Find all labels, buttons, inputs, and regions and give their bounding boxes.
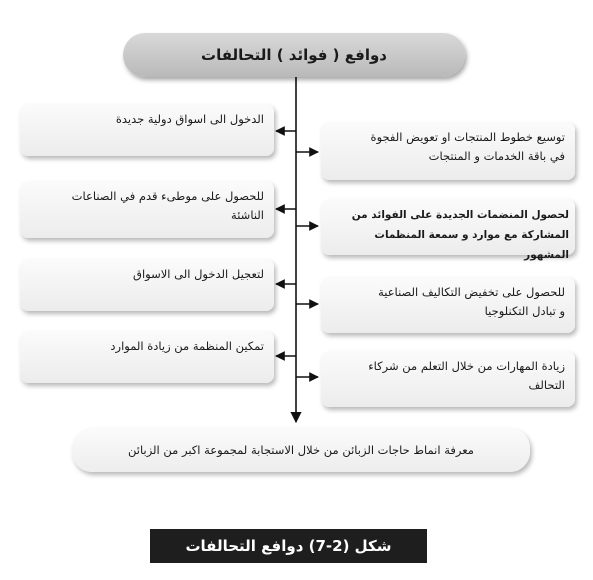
right-box-3: للحصول على تخفيض التكاليف الصناعية و تبادل التكنلوجيا [321,277,575,333]
left-box-2: للحصول على موطىء قدم في الصناعات الناشئة [20,181,274,238]
right-box-2: لحصول المنضمات الجديدة على الفوائد من المشاركة مع موارد و سمعة المنظمات المشهور [321,199,575,255]
diagram-title: دوافع ( فوائد ) التحالفات [123,33,465,77]
figure-caption: شكل (2-7) دوافع التحالفات [150,529,427,563]
left-box-4: تمكين المنظمة من زيادة الموارد [20,331,274,383]
right-box-1: توسيع خطوط المنتجات او تعويض الفجوة في باقة الخدمات و المنتجات [321,122,575,180]
bottom-box: معرفة انماط حاجات الزبائن من خلال الاستجابة لمجموعة اكبر من الزبائن [72,428,530,472]
right-box-4: زيادة المهارات من خلال التعلم من شركاء التحالف [321,351,575,407]
left-box-3: لتعجيل الدخول الى الاسواق [20,259,274,311]
left-box-1: الدخول الى اسواق دولية جديدة [20,104,274,156]
